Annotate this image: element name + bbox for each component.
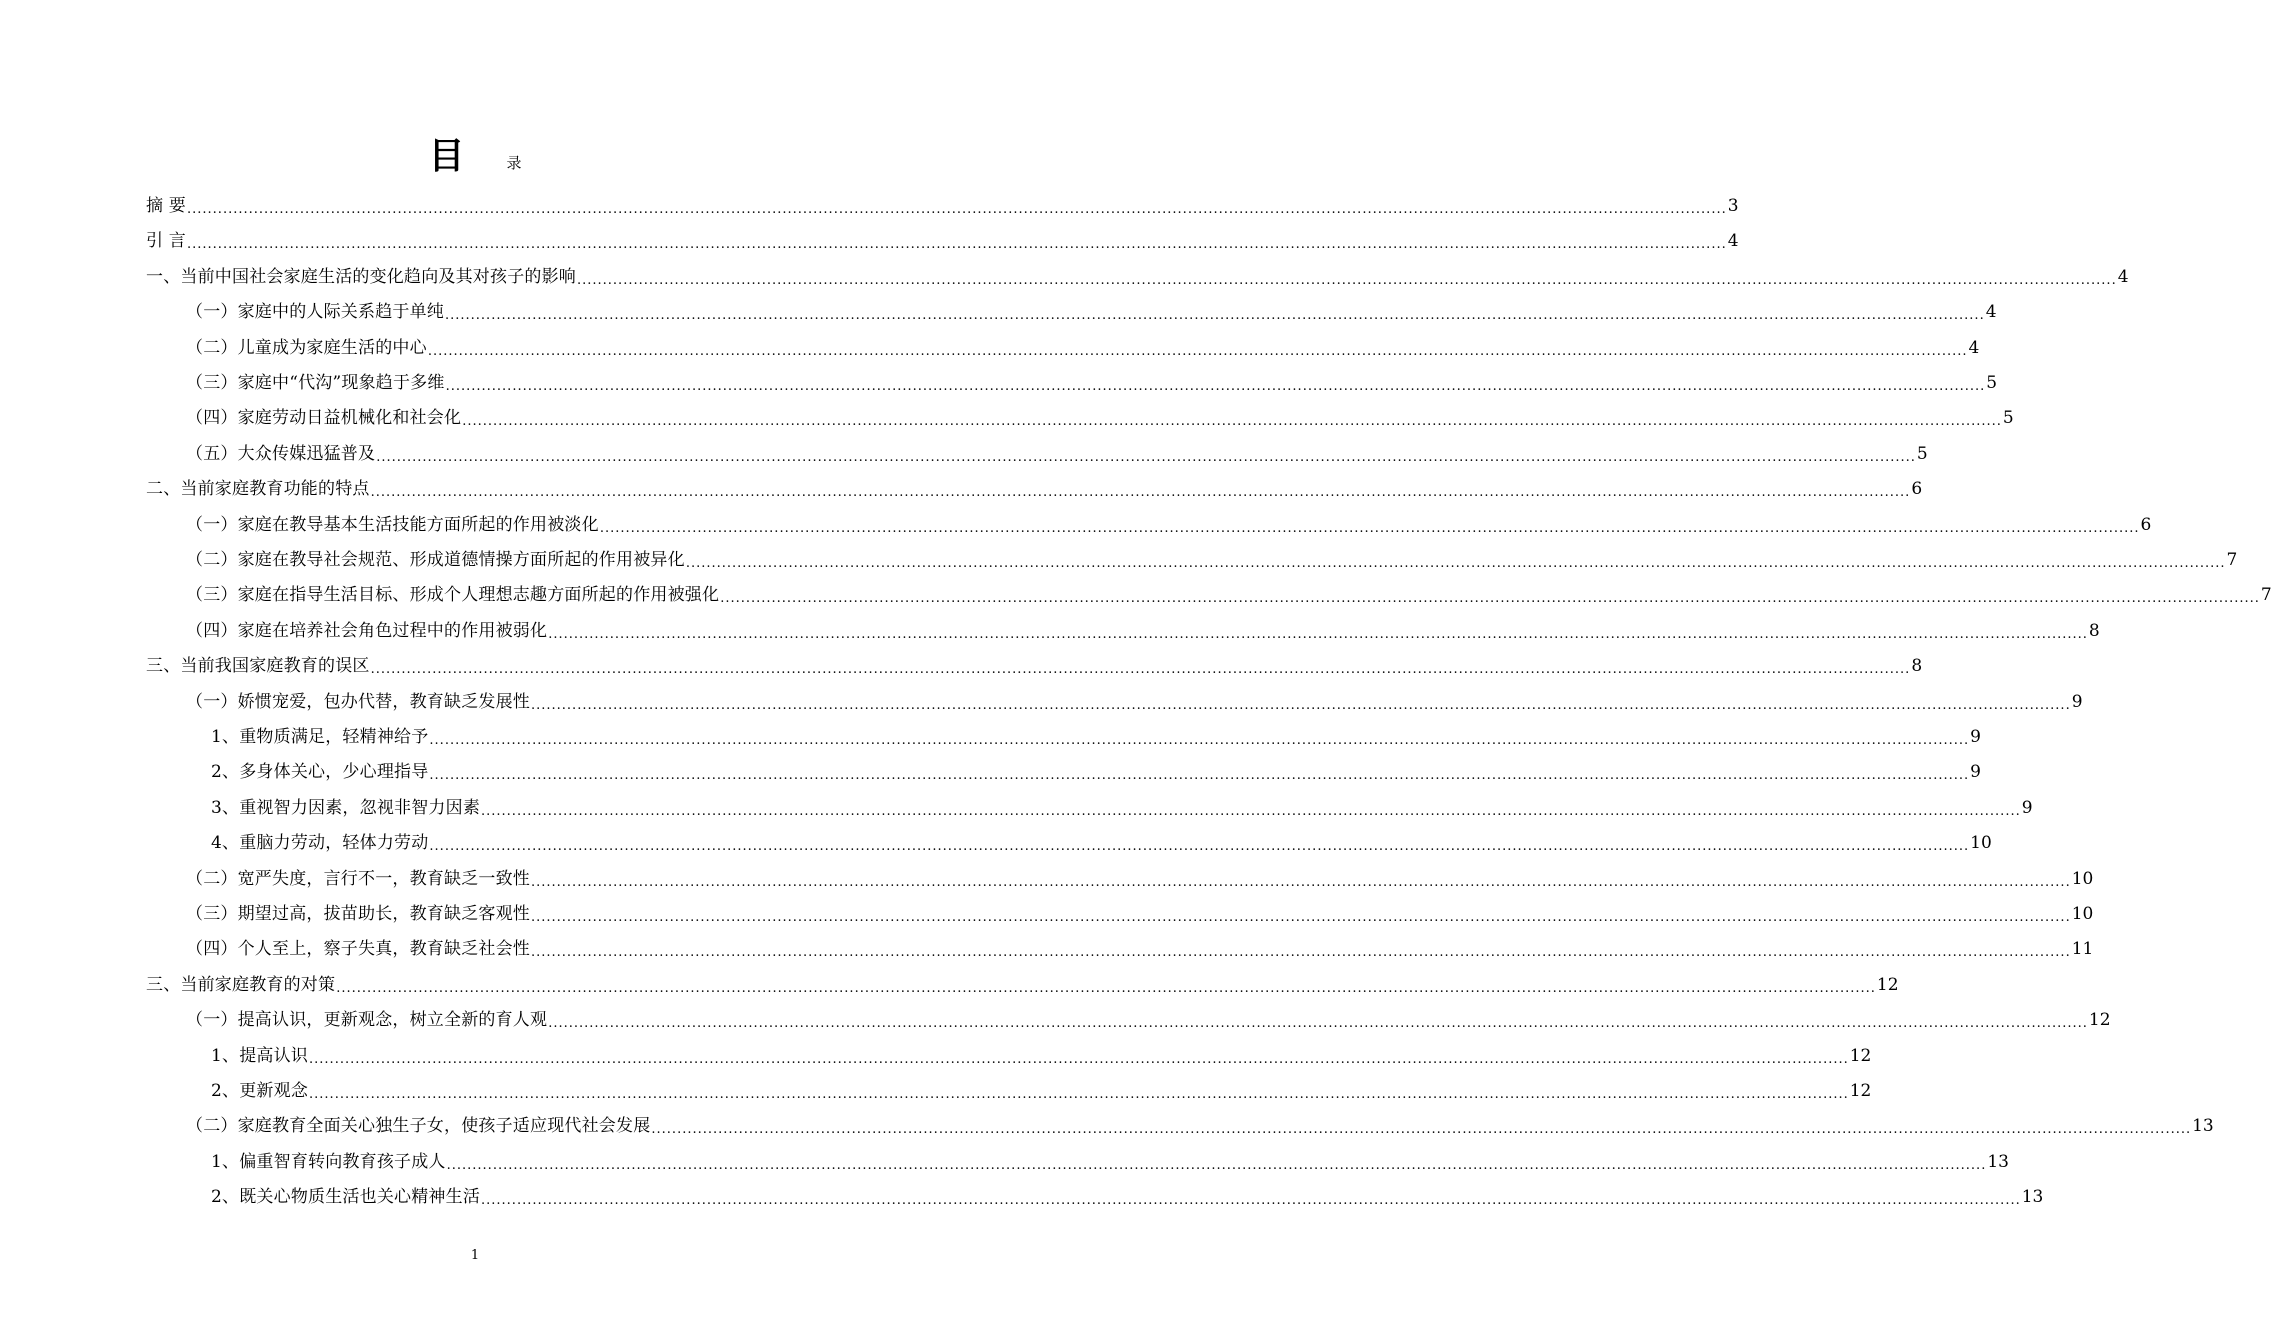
toc-entry-page: 12 <box>1876 974 1899 995</box>
toc-entry-label: （四）家庭在培养社会角色过程中的作用被弱化 <box>186 620 548 641</box>
toc-dot-leader: ............................................................................................................................................................................................................................................................................................................ <box>187 237 1727 253</box>
toc-dot-leader: ............................................................................................................................................................................................................................................................................................................ <box>531 697 2071 713</box>
toc-dot-leader: ............................................................................................................................................................................................................................................................................................................ <box>370 662 1911 678</box>
toc-entry[interactable] <box>211 719 1981 755</box>
toc-dot-leader: ............................................................................................................................................................................................................................................................................................................ <box>531 910 2071 925</box>
toc-entry[interactable] <box>186 613 2100 649</box>
toc-entry-page: 8 <box>1911 656 1923 677</box>
toc-entry-label: （一）家庭在教导基本生活技能方面所起的作用被淡化 <box>186 514 599 535</box>
toc-entry[interactable] <box>186 507 2152 543</box>
toc-dot-leader: ............................................................................................................................................................................................................................................................................................................ <box>548 626 2088 642</box>
toc-entry-label: 2、多身体关心，少心理指导 <box>211 762 429 783</box>
toc-entry-page: 12 <box>2088 1010 2111 1031</box>
toc-dot-leader: ............................................................................................................................................................................................................................................................................................................ <box>429 768 1970 784</box>
toc-entry-label: （二）宽严失度，言行不一，教育缺乏一致性 <box>186 868 530 889</box>
toc-dot-leader: ............................................................................................................................................................................................................................................................................................................ <box>685 556 2226 571</box>
toc-entry[interactable] <box>186 684 2083 720</box>
toc-entry[interactable] <box>186 931 2094 967</box>
toc-entry[interactable] <box>146 471 1923 507</box>
toc-heading <box>0 128 950 179</box>
toc-entry-page: 12 <box>1849 1081 1872 1101</box>
toc-entry-page: 10 <box>2071 868 2094 889</box>
toc-entry[interactable] <box>146 188 1739 224</box>
toc-entry-label: （四）家庭劳动日益机械化和社会化 <box>186 408 462 429</box>
toc-entry-label: 2、更新观念 <box>211 1081 309 1101</box>
toc-entry-label: 二、当前家庭教育功能的特点 <box>146 479 370 500</box>
toc-entry[interactable] <box>211 1179 2044 1215</box>
toc-entry[interactable] <box>211 790 2033 826</box>
toc-dot-leader: ............................................................................................................................................................................................................................................................................................................ <box>429 733 1970 748</box>
toc-entry-page: 3 <box>1727 196 1739 216</box>
toc-heading-main: 目 <box>428 135 465 177</box>
toc-entry[interactable] <box>186 294 1997 330</box>
toc-dot-leader: ............................................................................................................................................................................................................................................................................................................ <box>309 1087 1849 1102</box>
toc-entry-label: 三、当前我国家庭教育的误区 <box>146 656 370 677</box>
toc-dot-leader: ............................................................................................................................................................................................................................................................................................................ <box>445 379 1986 394</box>
toc-dot-leader: ............................................................................................................................................................................................................................................................................................................ <box>429 839 1970 855</box>
toc-entry-page: 10 <box>1970 833 1992 854</box>
toc-entry-page: 4 <box>1727 231 1739 252</box>
toc-entry-label: （一）娇惯宠爱，包办代替，教育缺乏发展性 <box>186 691 530 712</box>
toc-entry-page: 13 <box>2192 1116 2214 1137</box>
toc-entry-page: 5 <box>1916 443 1928 464</box>
toc-entry-page: 6 <box>2140 514 2152 535</box>
toc-entry[interactable] <box>186 577 2272 613</box>
toc-entry-page: 13 <box>2021 1187 2044 1208</box>
toc-entry[interactable] <box>186 1002 2111 1038</box>
toc-entry-page: 11 <box>2071 939 2094 960</box>
toc-entry-label: 三、当前家庭教育的对策 <box>146 974 336 995</box>
toc-entry-page: 6 <box>1911 479 1923 500</box>
toc-entry[interactable] <box>211 1038 1872 1074</box>
toc-entry-label: 1、提高认识 <box>211 1045 309 1066</box>
toc-dot-leader: ............................................................................................................................................................................................................................................................................................................ <box>462 414 2002 430</box>
toc-entry-page: 8 <box>2088 620 2100 641</box>
toc-entry-label: （二）儿童成为家庭生活的中心 <box>186 337 427 358</box>
toc-entry-page: 9 <box>1970 727 1981 747</box>
toc-entry-page: 4 <box>1985 302 1997 323</box>
toc-entry[interactable] <box>211 1073 1872 1109</box>
toc-entry-label: （二）家庭教育全面关心独生子女，使孩子适应现代社会发展 <box>186 1116 651 1137</box>
toc-entry-label: （三）家庭中“代沟”现象趋于多维 <box>186 373 445 393</box>
toc-entry-page: 10 <box>2071 904 2094 924</box>
toc-entry[interactable] <box>146 259 2129 295</box>
toc-entry-page: 9 <box>1970 762 1981 783</box>
toc-entry-label: （四）个人至上，察子失真，教育缺乏社会性 <box>186 939 530 960</box>
toc-entry-page: 4 <box>1968 337 1980 358</box>
toc-entry-page: 12 <box>1849 1045 1872 1066</box>
toc-entry-label: 1、偏重智育转向教育孩子成人 <box>211 1151 446 1172</box>
toc-entry-label: 摘 要 <box>146 196 187 216</box>
toc-entry-label: （一）家庭中的人际关系趋于单纯 <box>186 302 444 323</box>
toc-dot-leader: ............................................................................................................................................................................................................................................................................................................ <box>577 272 2117 288</box>
toc-dot-leader: ............................................................................................................................................................................................................................................................................................................ <box>187 202 1727 217</box>
toc-entry-label: 1、重物质满足，轻精神给予 <box>211 727 429 747</box>
toc-entry-page: 7 <box>2260 585 2272 606</box>
toc-entry-label: 4、重脑力劳动，轻体力劳动 <box>211 833 429 854</box>
toc-entry[interactable] <box>211 1144 2009 1180</box>
page-number: 1 <box>470 1248 480 1263</box>
toc-entry-label: （二）家庭在教导社会规范、形成道德情操方面所起的作用被异化 <box>186 550 685 570</box>
toc-dot-leader: ............................................................................................................................................................................................................................................................................................................ <box>531 874 2071 890</box>
toc-entry[interactable] <box>211 825 1992 861</box>
toc-entry-page: 7 <box>2226 550 2238 570</box>
toc-entry-page: 5 <box>2002 408 2014 429</box>
toc-entry[interactable] <box>211 754 1981 790</box>
toc-dot-leader: ............................................................................................................................................................................................................................................................................................................ <box>651 1122 2192 1138</box>
toc-entry[interactable] <box>186 861 2094 897</box>
toc-entry[interactable] <box>186 1108 2214 1144</box>
toc-entry-page: 5 <box>1986 373 1998 393</box>
toc-entry-label: （一）提高认识，更新观念，树立全新的育人观 <box>186 1010 548 1031</box>
toc-dot-leader: ............................................................................................................................................................................................................................................................................................................ <box>599 520 2140 536</box>
toc-entry[interactable] <box>186 542 2238 578</box>
toc-entry[interactable] <box>186 400 2014 436</box>
toc-entry-label: 一、当前中国社会家庭生活的变化趋向及其对孩子的影响 <box>146 266 576 287</box>
toc-entry-label: 引 言 <box>146 231 187 252</box>
toc-entry[interactable] <box>146 223 1739 259</box>
toc-dot-leader: ............................................................................................................................................................................................................................................................................................................ <box>370 485 1911 501</box>
toc-entry[interactable] <box>146 648 1923 684</box>
toc-entry[interactable] <box>186 896 2094 932</box>
toc-entry[interactable] <box>186 330 1980 366</box>
toc-entry[interactable] <box>146 967 1899 1003</box>
toc-heading-sub: 录 <box>506 154 522 172</box>
toc-dot-leader: ............................................................................................................................................................................................................................................................................................................ <box>720 591 2260 607</box>
toc-entry-page: 9 <box>2071 691 2083 712</box>
toc-entry[interactable] <box>186 365 1998 401</box>
toc-entry-page: 13 <box>1987 1151 2009 1172</box>
toc-dot-leader: ............................................................................................................................................................................................................................................................................................................ <box>481 803 2021 819</box>
toc-entry-label: （五）大众传媒迅猛普及 <box>186 443 376 464</box>
toc-dot-leader: ............................................................................................................................................................................................................................................................................................................ <box>548 1016 2088 1032</box>
toc-entry-label: （三）家庭在指导生活目标、形成个人理想志趣方面所起的作用被强化 <box>186 585 720 606</box>
toc-dot-leader: ............................................................................................................................................................................................................................................................................................................ <box>446 1157 1987 1173</box>
toc-entry[interactable] <box>186 436 1928 472</box>
toc-entry-page: 9 <box>2021 797 2033 818</box>
toc-dot-leader: ............................................................................................................................................................................................................................................................................................................ <box>336 980 1876 996</box>
toc-entry-label: 3、重视智力因素，忽视非智力因素 <box>211 797 481 818</box>
toc-dot-leader: ............................................................................................................................................................................................................................................................................................................ <box>531 945 2071 961</box>
toc-dot-leader: ............................................................................................................................................................................................................................................................................................................ <box>376 449 1916 465</box>
toc-entry-page: 4 <box>2117 266 2129 287</box>
toc-dot-leader: ............................................................................................................................................................................................................................................................................................................ <box>309 1051 1849 1067</box>
toc-dot-leader: ............................................................................................................................................................................................................................................................................................................ <box>445 308 1985 324</box>
toc-dot-leader: ............................................................................................................................................................................................................................................................................................................ <box>481 1193 2021 1209</box>
toc-dot-leader: ............................................................................................................................................................................................................................................................................................................ <box>427 343 1968 359</box>
toc-entry-label: （三）期望过高，拔苗助长，教育缺乏客观性 <box>186 904 530 924</box>
toc-entry-label: 2、既关心物质生活也关心精神生活 <box>211 1187 481 1208</box>
